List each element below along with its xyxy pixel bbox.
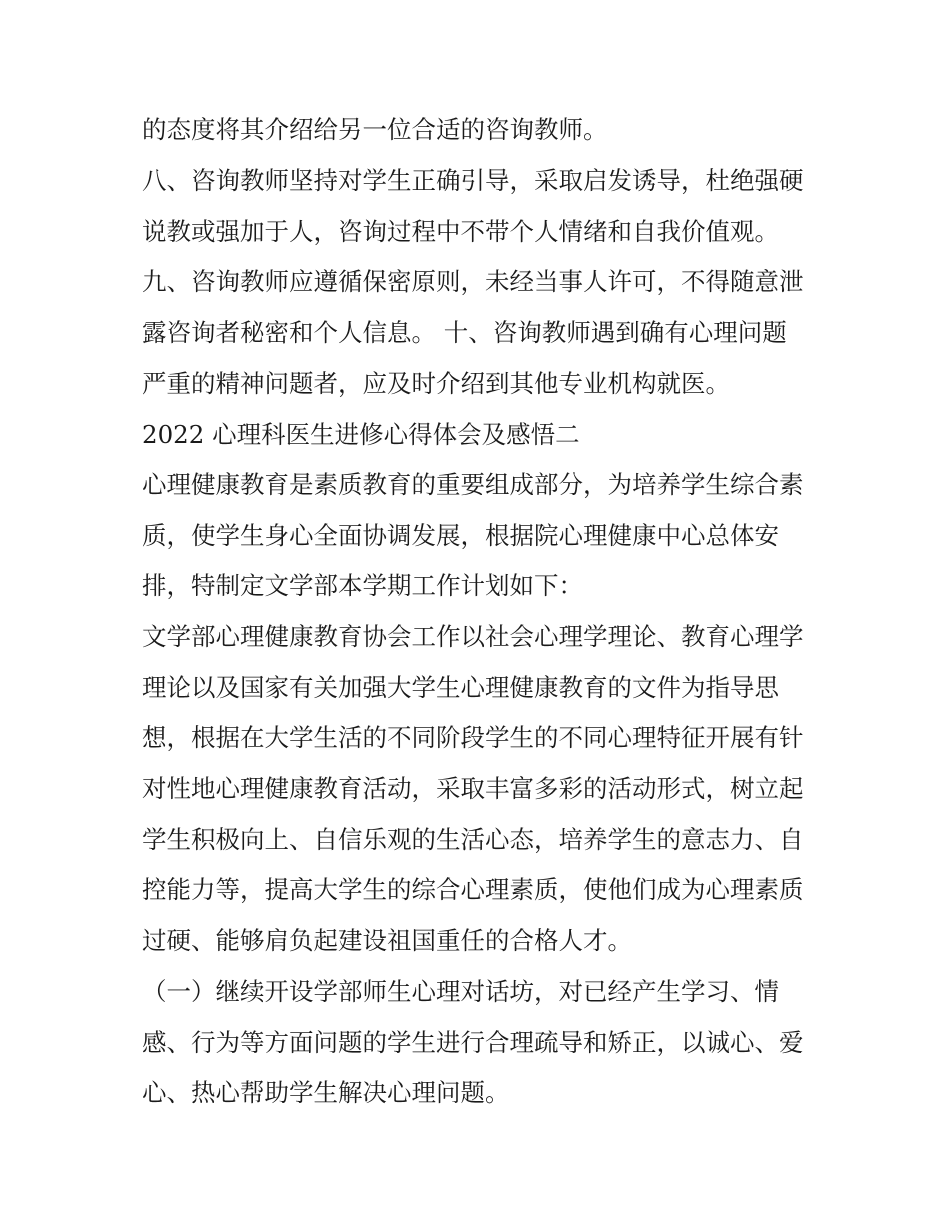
paragraph-line: 说教或强加于人，咨询过程中不带个人情绪和自我价值观。 (142, 217, 779, 246)
paragraph-line: 对性地心理健康教育活动，采取丰富多彩的活动形式，树立起 (142, 774, 804, 803)
paragraph-line: （一）继续开设学部师生心理对话坊，对已经产生学习、情 (142, 977, 779, 1006)
paragraph-line: 心理健康教育是素质教育的重要组成部分，为培养学生综合素 (142, 470, 804, 499)
paragraph-line: 排，特制定文学部本学期工作计划如下： (142, 571, 583, 600)
paragraph-line: 心、热心帮助学生解决心理问题。 (142, 1078, 510, 1107)
paragraph-line: 控能力等，提高大学生的综合心理素质，使他们成为心理素质 (142, 875, 804, 904)
paragraph-line: 文学部心理健康教育协会工作以社会心理学理论、教育心理学 (142, 622, 804, 651)
paragraph-line: 学生积极向上、自信乐观的生活心态，培养学生的意志力、自 (142, 825, 804, 854)
paragraph-line: 感、行为等方面问题的学生进行合理疏导和矫正，以诚心、爱 (142, 1028, 804, 1057)
paragraph-line: 九、咨询教师应遵循保密原则，未经当事人许可，不得随意泄 (142, 267, 804, 296)
paragraph-line: 质，使学生身心全面协调发展，根据院心理健康中心总体安 (142, 521, 779, 550)
paragraph-line: 露咨询者秘密和个人信息。 十、咨询教师遇到确有心理问题 (142, 318, 787, 347)
paragraph-line: 想，根据在大学生活的不同阶段学生的不同心理特征开展有针 (142, 723, 804, 752)
paragraph-line: 过硬、能够肩负起建设祖国重任的合格人才。 (142, 926, 632, 955)
section-heading: 2022 心理科医生进修心得体会及感悟二 (142, 420, 580, 449)
paragraph-line: 八、咨询教师坚持对学生正确引导，采取启发诱导，杜绝强硬 (142, 166, 804, 195)
paragraph-line: 的态度将其介绍给另一位合适的咨询教师。 (142, 115, 608, 144)
paragraph-line: 理论以及国家有关加强大学生心理健康教育的文件为指导思 (142, 673, 779, 702)
paragraph-line: 严重的精神问题者，应及时介绍到其他专业机构就医。 (142, 369, 730, 398)
